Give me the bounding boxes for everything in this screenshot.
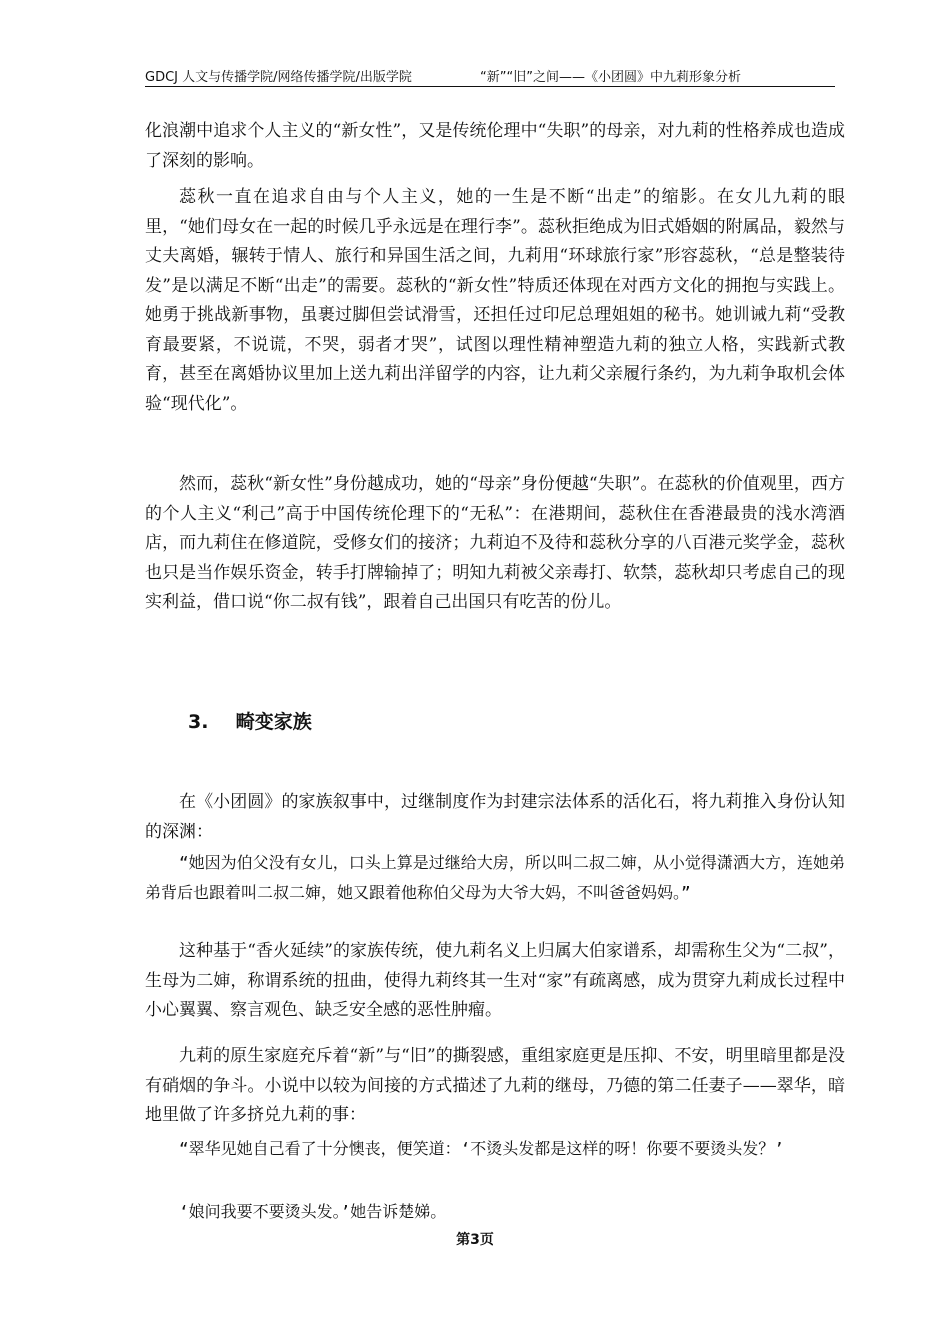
paragraph-6: 九莉的原生家庭充斥着“新”与“旧”的撕裂感，重组家庭更是压抑、不安，明里暗里都是没有硝烟的争斗。小说中以较为间接的方式描述了九莉的继母，乃德的第二任妻子——翠华，暗地里做了许多挤兑九莉的事： (145, 1046, 845, 1125)
section-title: 畸变家族 (235, 711, 312, 733)
running-header (145, 64, 835, 87)
paragraph-5: 这种基于“香火延续”的家族传统，使九莉名义上归属大伯家谱系，却需称生父为“二叔”，生母为二婶，称谓系统的扭曲，使得九莉终其一生对“家”有疏离感，成为贯穿九莉成长过程中小心翼翼、察言观色、缺乏安全感的恶性肿瘤。 (145, 941, 845, 1020)
quote-2: “翠华见她自己看了十分懊丧，便笑道：‘不烫头发都是这样的呀！你要不要烫头发？’ (179, 1139, 784, 1158)
header-institution: GDCJ 人文与传播学院/网络传播学院/出版学院 (145, 70, 412, 85)
quote-3: ‘娘问我要不要烫头发。’她告诉楚娣。 (179, 1202, 447, 1221)
quote-1: “她因为伯父没有女儿，口头上算是过继给大房，所以叫二叔二婶，从小觉得潇洒大方，连她弟弟背后也跟着叫二叔二婶，她又跟着他称伯父母为大爷大妈，不叫爸爸妈妈。” (145, 853, 845, 902)
section-number: 3. (188, 711, 209, 733)
paragraph-4: 在《小团圆》的家族叙事中，过继制度作为封建宗法体系的活化石，将九莉推入身份认知的深渊： (145, 792, 845, 842)
paragraph-1: 化浪潮中追求个人主义的“新女性”，又是传统伦理中“失职”的母亲，对九莉的性格养成也造成了深刻的影响。 (145, 121, 845, 171)
paragraph-3: 然而，蕊秋“新女性”身份越成功，她的“母亲”身份便越“失职”。在蕊秋的价值观里，西方的个人主义“利己”高于中国传统伦理下的“无私”：在港期间，蕊秋住在香港最贵的浅水湾酒店，而九莉住在修道院，受修女们的接济；九莉迫不及待和蕊秋分享的八百港元奖学金，蕊秋也只是当作娱乐资金，转手打牌输掉了；明知九莉被父亲毒打、软禁，蕊秋却只考虑自己的现实利益，借口说“你二叔有钱”，跟着自己出国只有吃苦的份儿。 (145, 474, 845, 612)
section-heading (188, 707, 312, 734)
paragraph-2: 蕊秋一直在追求自由与个人主义，她的一生是不断“出走”的缩影。在女儿九莉的眼里，“她们母女在一起的时候几乎永远是在理行李”。蕊秋拒绝成为旧式婚姻的附属品，毅然与丈夫离婚，辗转于情人、旅行和异国生活之间，九莉用“环球旅行家”形容蕊秋，“总是整装待发”是以满足不断“出走”的需要。蕊秋的“新女性”特质还体现在对西方文化的拥抱与实践上。她勇于挑战新事物，虽裹过脚但尝试滑雪，还担任过印尼总理姐姐的秘书。她训诫九莉“受教育最要紧，不说谎，不哭，弱者才哭”，试图以理性精神塑造九莉的独立人格，实践新式教育，甚至在离婚协议里加上送九莉出洋留学的内容，让九莉父亲履行条约，为九莉争取机会体验“现代化”。 (145, 187, 845, 414)
header-paper-title: “新”“旧”之间——《小团圆》中九莉形象分析 (480, 70, 741, 85)
page-number: 第3页 (456, 1232, 494, 1248)
